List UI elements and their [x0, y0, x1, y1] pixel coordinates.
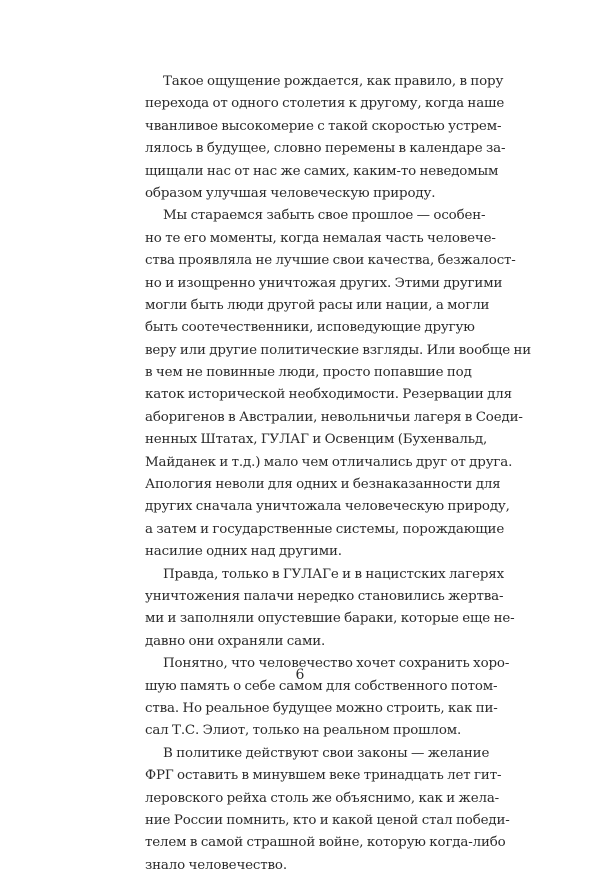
text-line: в чем не повинные люди, просто попавшие под	[145, 365, 472, 381]
text-line: образом улучшая человеческую природу.	[145, 185, 436, 201]
text-line: аборигенов в Австралии, невольничьи лагеря в Соеди-	[145, 409, 523, 425]
text-line: Понятно, что человечество хочет сохранить хоро-	[163, 656, 510, 672]
text-line: телем в самой страшной войне, которую когда-либо	[145, 835, 506, 851]
paragraph-3	[145, 564, 515, 654]
text-line: но те его моменты, когда немалая часть человече-	[145, 230, 496, 246]
text-line: могли быть люди другой расы или нации, а могли	[145, 297, 490, 313]
text-line: быть соотечественники, исповедующие другую	[145, 320, 475, 336]
text-line: каток исторической необходимости. Резервации для	[145, 387, 512, 403]
text-line: насилие одних над другими.	[145, 544, 342, 560]
text-line: а затем и государственные системы, порождающие	[145, 521, 505, 537]
paragraph-1	[145, 71, 506, 205]
text-line: других сначала уничтожала человеческую природу,	[145, 499, 510, 515]
page-number: 6	[295, 667, 305, 683]
text-line: щищали нас от нас же самих, каким-то неведомым	[145, 163, 499, 179]
text-line: ства проявляла не лучшие свои качества, безжалост-	[145, 253, 516, 269]
text-line: ние России помнить, кто и какой ценой стал победи-	[145, 812, 510, 828]
text-line: Апология неволи для одних и безнаказанности для	[145, 477, 501, 493]
body-text	[145, 71, 532, 877]
text-line: веру или другие политические взгляды. Или вообще ни	[145, 342, 532, 358]
text-line: сал Т.С. Элиот, только на реальном прошлом.	[145, 723, 462, 739]
text-line: Правда, только в ГУЛАГе и в нацистских лагерях	[163, 566, 504, 582]
text-line: ства. Но реальное будущее можно строить, как пи-	[145, 700, 498, 716]
text-line: Такое ощущение рождается, как правило, в пору	[163, 74, 504, 89]
text-line: шую память о себе самом для собственного потом-	[145, 678, 498, 694]
text-line: чванливое высокомерие с такой скоростью устрем-	[145, 118, 502, 134]
text-line: леровского рейха столь же объяснимо, как и жела-	[145, 790, 500, 806]
text-line: В политике действуют свои законы — желание	[163, 745, 490, 761]
text-line: давно они охраняли сами.	[145, 633, 326, 649]
text-line: лялось в будущее, словно перемены в календаре за-	[145, 141, 506, 157]
text-line: ненных Штатах, ГУЛАГ и Освенцим (Бухенвальд,	[145, 432, 488, 448]
text-line: уничтожения палачи нередко становились жертва-	[145, 588, 504, 604]
paragraph-5	[145, 743, 510, 877]
text-line: ФРГ оставить в минувшем веке тринадцать лет гит-	[145, 768, 502, 784]
text-line: знало человечество.	[145, 857, 287, 873]
text-line: но и изощренно уничтожая других. Этими другими	[145, 275, 503, 291]
text-line: ми и заполняли опустевшие бараки, которые еще не-	[145, 611, 515, 627]
text-line: Мы стараемся забыть свое прошлое — особен-	[163, 208, 486, 224]
text-line: перехода от одного столетия к другому, когда наше	[145, 96, 505, 112]
text-line: Майданек и т.д.) мало чем отличались друг от друга.	[145, 454, 513, 470]
paragraph-2	[145, 205, 532, 563]
